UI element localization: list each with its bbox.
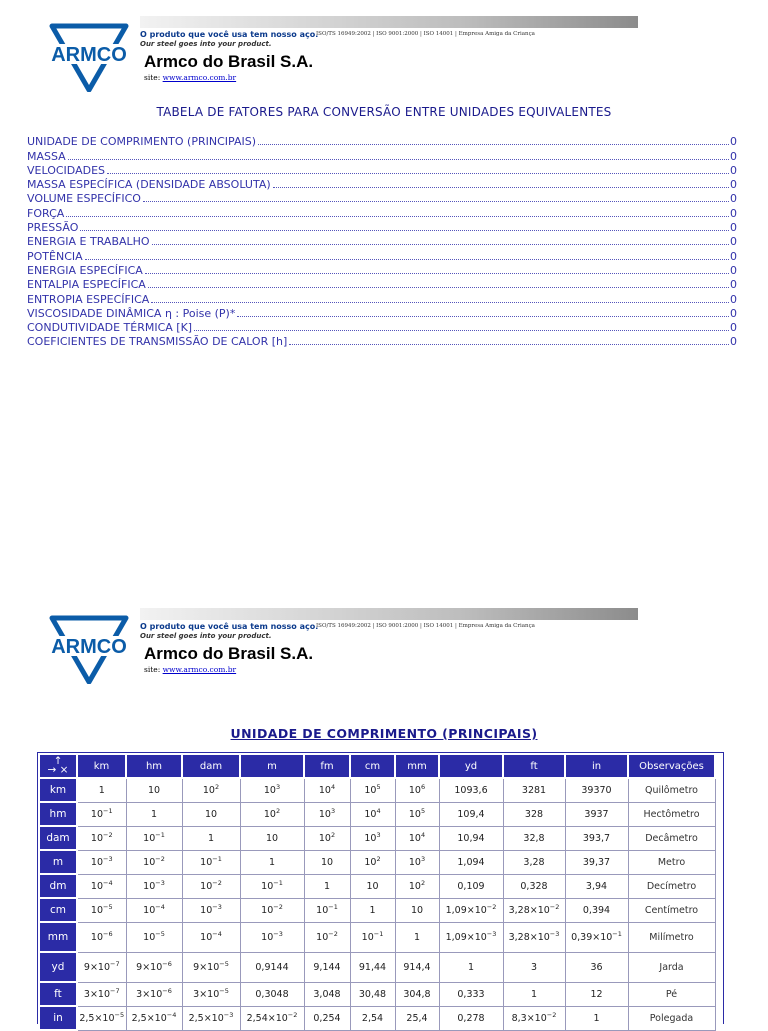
table-cell: $10^6$ (395, 778, 439, 802)
toc-item-page[interactable]: 0 (730, 192, 737, 206)
table-cell: $2,5\times 10^{-5}$ (77, 1006, 126, 1030)
table-cell: 0,333 (439, 982, 503, 1006)
table-cell: $10^{-2}$ (182, 874, 240, 898)
table-row (39, 874, 715, 898)
table-cell: 1 (77, 778, 126, 802)
svg-text:ARMCO: ARMCO (51, 636, 127, 658)
column-header: in (565, 754, 628, 778)
toc-leader-dots (80, 229, 729, 231)
table-cell: 1 (126, 802, 182, 826)
table-row (39, 922, 715, 952)
table-cell: $10^{-5}$ (126, 922, 182, 952)
table-cell: $10^4$ (304, 778, 350, 802)
table-cell: $2,54\times 10^{-2}$ (240, 1006, 304, 1030)
column-header: cm (350, 754, 395, 778)
toc-item[interactable] (27, 334, 737, 348)
table-cell: $9\times 10^{-7}$ (77, 952, 126, 982)
table-cell: $10^{-3}$ (77, 850, 126, 874)
site-link[interactable]: www.armco.com.br (162, 665, 237, 674)
row-header: hm (39, 802, 77, 826)
table-cell: 2,54 (350, 1006, 395, 1030)
observation-cell: Milímetro (628, 922, 715, 952)
toc-leader-dots (273, 186, 729, 188)
observation-cell: Hectômetro (628, 802, 715, 826)
armco-logo-icon (48, 22, 130, 92)
table-cell: 1 (304, 874, 350, 898)
toc-leader-dots (194, 329, 729, 331)
toc-item[interactable] (27, 234, 737, 248)
armco-logo-icon (48, 614, 130, 684)
table-cell: 1 (182, 826, 240, 850)
row-header: in (39, 1006, 77, 1030)
arrow-right-multiply-icon: → × (47, 764, 69, 776)
table-cell: 328 (503, 802, 565, 826)
table-row (39, 826, 715, 850)
table-cell: 30,48 (350, 982, 395, 1006)
table-cell: $0,39\times 10^{-1}$ (565, 922, 628, 952)
toc-item-page[interactable]: 0 (730, 235, 737, 249)
page-header-2 (0, 604, 768, 684)
column-header: yd (439, 754, 503, 778)
table-cell: 3937 (565, 802, 628, 826)
table-cell: 9,144 (304, 952, 350, 982)
toc-item-label[interactable]: VELOCIDADES (27, 163, 105, 177)
table-cell: $8,3\times 10^{-2}$ (503, 1006, 565, 1030)
table-cell: $10^4$ (350, 802, 395, 826)
row-header: m (39, 850, 77, 874)
toc-item-page[interactable]: 0 (730, 206, 737, 220)
table-cell: $10^{-3}$ (182, 898, 240, 922)
slogan-en: Our steel goes into your product. (140, 40, 272, 48)
toc-item[interactable] (27, 306, 737, 320)
column-header: km (77, 754, 126, 778)
table-cell: $10^2$ (395, 874, 439, 898)
table-cell: 1093,6 (439, 778, 503, 802)
table-cell: 10 (182, 802, 240, 826)
table-cell: $10^{-2}$ (240, 898, 304, 922)
table-cell: 39,37 (565, 850, 628, 874)
table-cell: 3,28 (503, 850, 565, 874)
table-cell: $3\times 10^{-5}$ (182, 982, 240, 1006)
table-cell: 10,94 (439, 826, 503, 850)
table-cell: $10^{-2}$ (304, 922, 350, 952)
column-header: Observações (628, 754, 715, 778)
table-cell: $10^{-1}$ (350, 922, 395, 952)
table-cell: $2,5\times 10^{-4}$ (126, 1006, 182, 1030)
observation-cell: Metro (628, 850, 715, 874)
toc-leader-dots (68, 158, 729, 160)
arrow-up-icon: ↑ (53, 755, 63, 767)
toc-item-label[interactable]: ENERGIA E TRABALHO (27, 235, 150, 249)
row-header: dam (39, 826, 77, 850)
section-title: UNIDADE DE COMPRIMENTO (PRINCIPAIS) (230, 726, 538, 741)
table-cell: $10^{-4}$ (126, 898, 182, 922)
toc-item-label[interactable]: ENERGIA ESPECÍFICA (27, 263, 143, 277)
row-header: cm (39, 898, 77, 922)
table-cell: $9\times 10^{-5}$ (182, 952, 240, 982)
column-header: dam (182, 754, 240, 778)
toc-item[interactable] (27, 163, 737, 177)
table-cell: 1 (240, 850, 304, 874)
toc-item-page[interactable]: 0 (730, 335, 737, 349)
column-header: m (240, 754, 304, 778)
table-cell: 1 (350, 898, 395, 922)
toc-item-label[interactable]: POTÊNCIA (27, 249, 83, 263)
row-header: ft (39, 982, 77, 1006)
table-cell: $10^3$ (240, 778, 304, 802)
company-name: Armco do Brasil S.A. (144, 644, 314, 663)
observation-cell: Decímetro (628, 874, 715, 898)
toc-item-label[interactable]: MASSA ESPECÍFICA (DENSIDADE ABSOLUTA) (27, 178, 271, 192)
table-cell: $3,28\times 10^{-3}$ (503, 922, 565, 952)
toc-item-page[interactable]: 0 (730, 149, 737, 163)
observation-cell: Polegada (628, 1006, 715, 1030)
toc-item-label[interactable]: FORÇA (27, 206, 65, 220)
table-header-row (39, 754, 715, 778)
table-cell: $3\times 10^{-6}$ (126, 982, 182, 1006)
table-cell: 25,4 (395, 1006, 439, 1030)
table-cell: 109,4 (439, 802, 503, 826)
toc-item-page[interactable]: 0 (730, 163, 737, 177)
table-cell: $10^{-1}$ (182, 850, 240, 874)
column-header: mm (395, 754, 439, 778)
table-row (39, 982, 715, 1006)
table-cell: $10^{-6}$ (77, 922, 126, 952)
table-cell: 0,254 (304, 1006, 350, 1030)
toc-leader-dots (66, 215, 729, 217)
table-cell: 10 (126, 778, 182, 802)
table-cell: $10^4$ (395, 826, 439, 850)
toc-item-label[interactable]: VOLUME ESPECÍFICO (27, 192, 141, 206)
observation-cell: Quilômetro (628, 778, 715, 802)
toc-item-label[interactable]: CONDUTIVIDADE TÉRMICA [K] (27, 321, 193, 335)
observation-cell: Jarda (628, 952, 715, 982)
toc-leader-dots (145, 272, 729, 274)
site-label: site: (144, 73, 161, 82)
toc-item[interactable] (27, 134, 737, 148)
table-cell: $10^3$ (304, 802, 350, 826)
table-cell: 12 (565, 982, 628, 1006)
column-header: fm (304, 754, 350, 778)
table-cell: 3,94 (565, 874, 628, 898)
site-line (144, 73, 236, 82)
table-cell: 1 (395, 922, 439, 952)
table-cell: 1,094 (439, 850, 503, 874)
table-cell: $3,28\times 10^{-2}$ (503, 898, 565, 922)
toc-item[interactable] (27, 205, 737, 219)
table-cell: 1 (503, 982, 565, 1006)
toc-item-page[interactable]: 0 (730, 263, 737, 277)
document-title: TABELA DE FATORES PARA CONVERSÃO ENTRE UNIDADES EQUIVALENTES (156, 105, 612, 119)
table-cell: $10^{-2}$ (126, 850, 182, 874)
table-cell: $10^{-2}$ (77, 826, 126, 850)
toc-leader-dots (148, 286, 729, 288)
table-cell: $10^{-1}$ (240, 874, 304, 898)
certifications: ISO/TS 16949:2002 | ISO 9001:2000 | ISO 14001 | Empresa Amiga da Criança (316, 31, 535, 37)
row-header: km (39, 778, 77, 802)
table-of-contents (27, 134, 737, 348)
toc-leader-dots (258, 143, 729, 145)
column-header: ft (503, 754, 565, 778)
toc-item-page[interactable]: 0 (730, 278, 737, 292)
certifications: ISO/TS 16949:2002 | ISO 9001:2000 | ISO 14001 | Empresa Amiga da Criança (316, 623, 535, 629)
table-cell: $10^{-1}$ (126, 826, 182, 850)
table-cell: $1,09\times 10^{-2}$ (439, 898, 503, 922)
table-cell: 10 (304, 850, 350, 874)
slogan-pt: O produto que você usa tem nosso aço. (140, 622, 319, 631)
toc-item[interactable] (27, 320, 737, 334)
toc-leader-dots (85, 258, 729, 260)
table-cell: $10^{-5}$ (77, 898, 126, 922)
table-cell: 0,394 (565, 898, 628, 922)
toc-item-page[interactable]: 0 (730, 249, 737, 263)
toc-item-label[interactable]: UNIDADE DE COMPRIMENTO (PRINCIPAIS) (27, 135, 256, 149)
svg-text:ARMCO: ARMCO (51, 44, 127, 66)
table-cell: $10^2$ (350, 850, 395, 874)
table-row (39, 778, 715, 802)
toc-leader-dots (151, 301, 729, 303)
row-header: yd (39, 952, 77, 982)
toc-item[interactable] (27, 263, 737, 277)
table-cell: 1 (439, 952, 503, 982)
toc-item[interactable] (27, 191, 737, 205)
table-cell: 10 (240, 826, 304, 850)
table-cell: 393,7 (565, 826, 628, 850)
table-cell: 914,4 (395, 952, 439, 982)
toc-item-page[interactable]: 0 (730, 292, 737, 306)
table-cell: $10^5$ (350, 778, 395, 802)
table-cell: 10 (395, 898, 439, 922)
table-cell: $2,5\times 10^{-3}$ (182, 1006, 240, 1030)
table-cell: 39370 (565, 778, 628, 802)
table-cell: 0,109 (439, 874, 503, 898)
toc-leader-dots (107, 172, 729, 174)
table-cell: $1,09\times 10^{-3}$ (439, 922, 503, 952)
table-cell: 3 (503, 952, 565, 982)
table-row (39, 802, 715, 826)
slogan-pt: O produto que você usa tem nosso aço. (140, 30, 319, 39)
toc-item[interactable] (27, 248, 737, 262)
table-cell: $10^2$ (182, 778, 240, 802)
table-cell: $10^{-1}$ (304, 898, 350, 922)
toc-item[interactable] (27, 291, 737, 305)
header-gradient-bar (140, 16, 638, 28)
table-row (39, 952, 715, 982)
table-cell: 1 (565, 1006, 628, 1030)
toc-item-page[interactable]: 0 (730, 321, 737, 335)
table-cell: $10^5$ (395, 802, 439, 826)
row-header: mm (39, 922, 77, 952)
table-cell: 304,8 (395, 982, 439, 1006)
header-gradient-bar (140, 608, 638, 620)
table-cell: 36 (565, 952, 628, 982)
company-name: Armco do Brasil S.A. (144, 52, 314, 71)
table-cell: 0,328 (503, 874, 565, 898)
corner-cell (39, 754, 77, 778)
toc-leader-dots (289, 343, 729, 345)
toc-item-page[interactable]: 0 (730, 135, 737, 149)
toc-item-label[interactable]: COEFICIENTES DE TRANSMISSÃO DE CALOR [h] (27, 335, 288, 349)
toc-item[interactable] (27, 148, 737, 162)
table-cell: $10^{-3}$ (126, 874, 182, 898)
toc-item[interactable] (27, 277, 737, 291)
column-header: hm (126, 754, 182, 778)
toc-leader-dots (237, 315, 729, 317)
table-cell: $10^2$ (240, 802, 304, 826)
toc-leader-dots (152, 243, 729, 245)
site-label: site: (144, 665, 161, 674)
toc-item[interactable] (27, 220, 737, 234)
table-cell: 0,278 (439, 1006, 503, 1030)
site-line (144, 665, 236, 674)
table-cell: 10 (350, 874, 395, 898)
table-cell: 91,44 (350, 952, 395, 982)
toc-item-page[interactable]: 0 (730, 221, 737, 235)
toc-item-label[interactable]: MASSA (27, 149, 66, 163)
table-cell: $3\times 10^{-7}$ (77, 982, 126, 1006)
observation-cell: Pé (628, 982, 715, 1006)
table-cell: 3,048 (304, 982, 350, 1006)
table-cell: $10^{-1}$ (77, 802, 126, 826)
table-row (39, 850, 715, 874)
toc-item-label[interactable]: PRESSÃO (27, 221, 79, 235)
observation-cell: Centímetro (628, 898, 715, 922)
toc-item-label[interactable]: ENTALPIA ESPECÍFICA (27, 278, 146, 292)
table-cell: $9\times 10^{-6}$ (126, 952, 182, 982)
slogan-en: Our steel goes into your product. (140, 632, 272, 640)
site-link[interactable]: www.armco.com.br (162, 73, 237, 82)
conversion-table (38, 753, 716, 1031)
table-cell: 0,3048 (240, 982, 304, 1006)
observation-cell: Decâmetro (628, 826, 715, 850)
toc-item-label[interactable]: VISCOSIDADE DINÂMICA η : Poise (P)* (27, 306, 236, 320)
row-header: dm (39, 874, 77, 898)
table-cell: $10^3$ (395, 850, 439, 874)
table-cell: 0,9144 (240, 952, 304, 982)
table-cell: $10^3$ (350, 826, 395, 850)
table-row (39, 1006, 715, 1030)
toc-item-label[interactable]: ENTROPIA ESPECÍFICA (27, 292, 150, 306)
table-cell: 3281 (503, 778, 565, 802)
toc-item-page[interactable]: 0 (730, 178, 737, 192)
toc-item-page[interactable]: 0 (730, 306, 737, 320)
table-cell: $10^{-4}$ (182, 922, 240, 952)
page-header (0, 12, 768, 92)
table-cell: $10^{-4}$ (77, 874, 126, 898)
table-cell: 32,8 (503, 826, 565, 850)
table-row (39, 898, 715, 922)
toc-item[interactable] (27, 177, 737, 191)
table-cell: $10^2$ (304, 826, 350, 850)
toc-leader-dots (143, 200, 729, 202)
table-cell: $10^{-3}$ (240, 922, 304, 952)
